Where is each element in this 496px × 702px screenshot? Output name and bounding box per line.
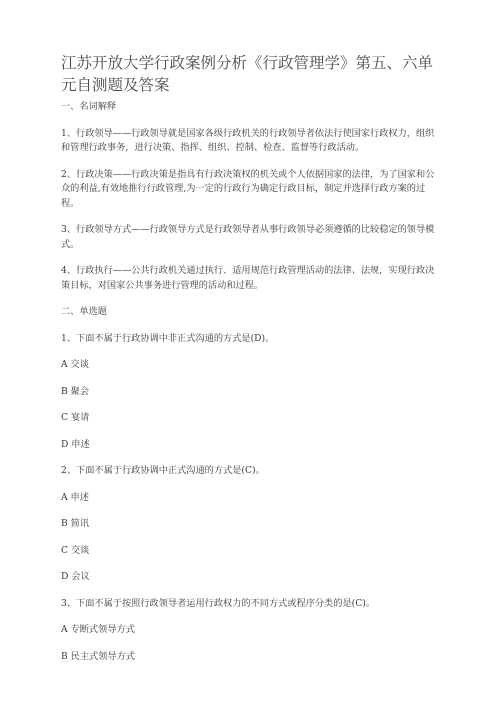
option: A 申述 (61, 491, 89, 503)
definition-paragraph: 3、行政领导方式——行政领导方式是行政领导者从事行政领导必须遵循的比较稳定的领导模式。 (61, 224, 435, 250)
option: B 民主式领导方式 (61, 650, 135, 662)
option: C 宴请 (61, 412, 90, 423)
option: D 会议 (61, 571, 90, 582)
definition-paragraph: 2、行政决策——行政决策是指具有行政决策权的机关或个人依据国家的法律，为了国家和公众的利益,有效地推行行政管理,为一定的行政行为确定行政目标，制定并选择行政方案的过程。 (61, 168, 435, 209)
section-heading: 一、名词解释 (61, 101, 117, 112)
document-body (61, 100, 437, 676)
option: A 交谈 (61, 359, 89, 370)
question-text: 1、下面不属于行政协调中非正式沟通的方式是(D)。 (61, 332, 275, 344)
document-title: 江苏开放大学行政案例分析《行政管理学》第五、六单元自测题及答案 (61, 54, 434, 94)
option: B 聚会 (61, 385, 90, 397)
option: C 交谈 (61, 544, 90, 556)
definition-paragraph: 1、行政领导——行政领导就是国家各级行政机关的行政领导者依法行使国家行政权力，组织和管理行政事务，进行决策、指挥、组织、控制、检查、监督等行政活动。 (61, 127, 435, 153)
section-heading: 二、单选题 (61, 306, 107, 317)
option: B 简讯 (61, 518, 90, 529)
option: A 专断式领导方式 (61, 624, 135, 635)
option: D 申述 (61, 438, 90, 450)
definition-paragraph: 4、行政执行——公共行政机关通过执行、适用规范行政管理活动的法律、法规，实现行政决策目标，对国家公共事务进行管理的活动和过程。 (61, 265, 435, 291)
question-text: 3、下面不属于按照行政领导者运用行政权力的不同方式或程序分类的是(C)。 (61, 597, 376, 609)
question-text: 2、下面不属于行政协调中正式沟通的方式是(C)。 (61, 465, 265, 476)
